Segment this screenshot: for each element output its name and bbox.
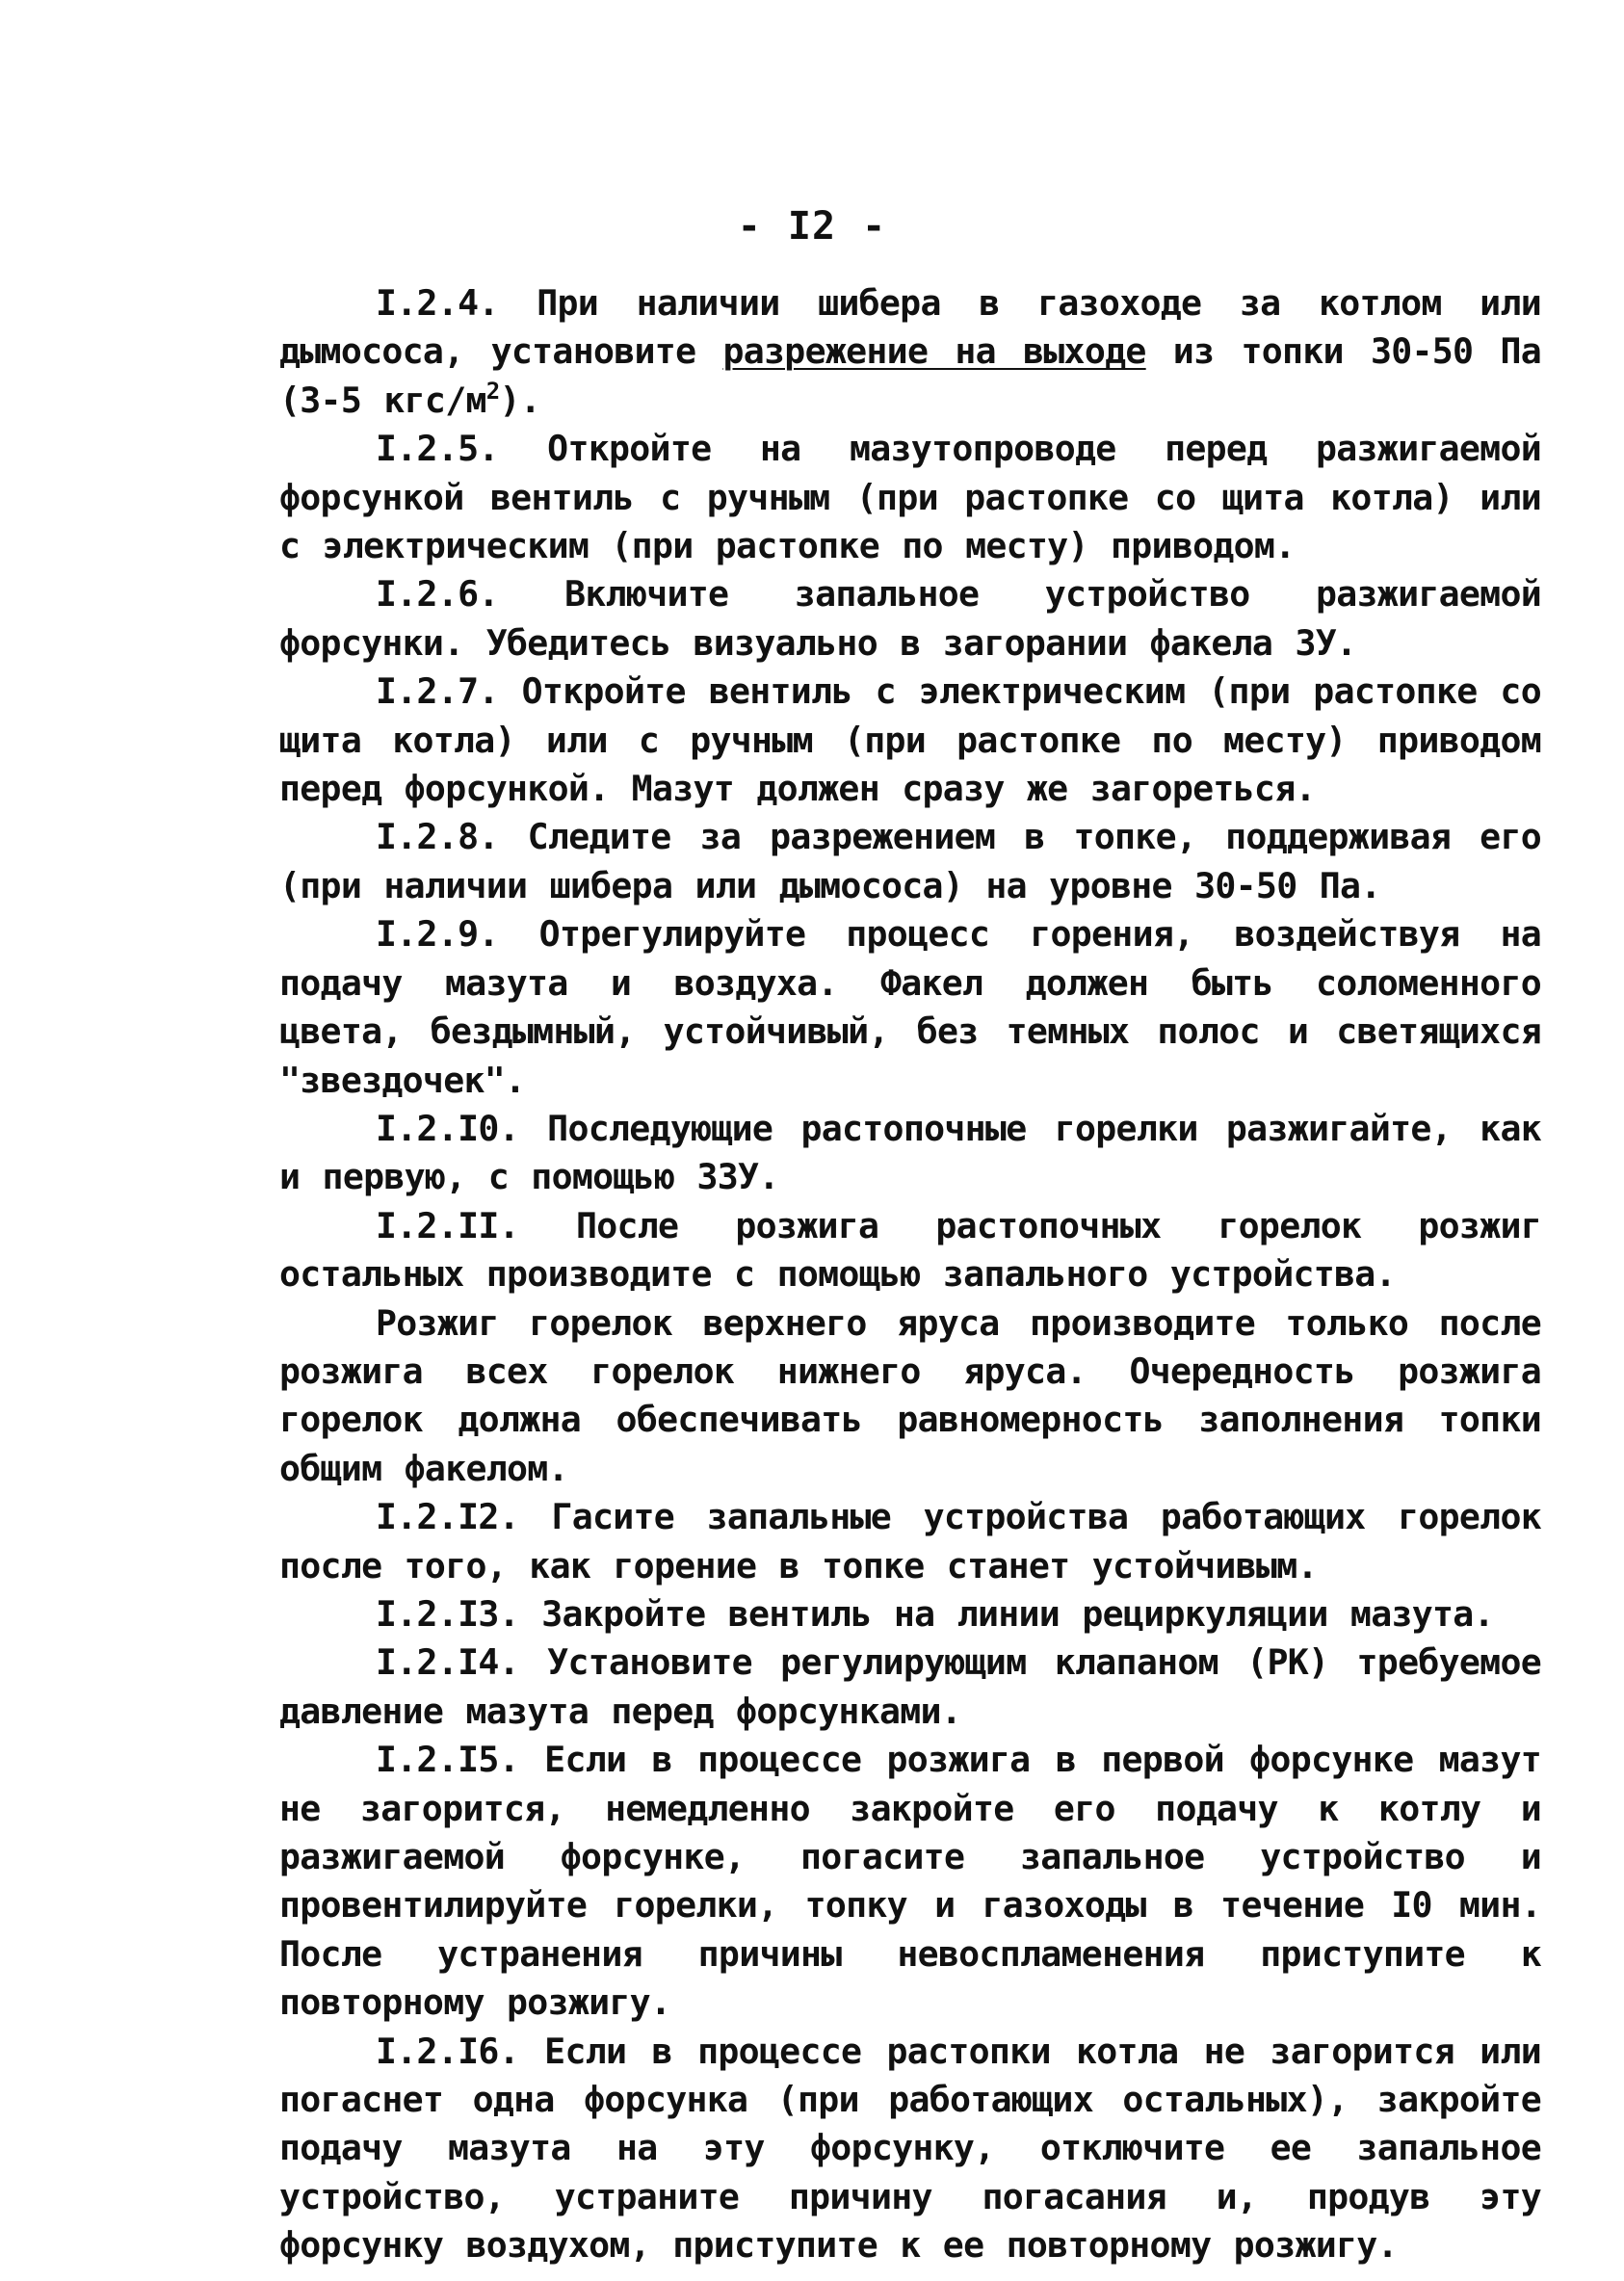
paragraph-1-2-11-continued: Розжиг горелок верхнего яруса производите только после розжига всех горелок нижнего яруса. Очередность розжига горелок должна обеспечивать равномерность заполнения топки общим факелом. xyxy=(279,1301,1541,1489)
paragraph-text: из топки 30-50 Па (3-5 кгс/м xyxy=(279,330,1542,421)
paragraph-1-2-5: I.2.5. Откройте на мазутопроводе перед разжигаемой форсункой вентиль с ручным (при растопке со щита котла) или с электрическим (при растопке по месту) приводом. xyxy=(279,428,1541,567)
paragraph-1-2-8: I.2.8. Следите за разрежением в топке, поддерживая его (при наличии шибера или дымососа) на уровне 30-50 Па. xyxy=(279,816,1541,906)
paragraph-text: I.2.4. При наличии шибера в газоходе за котлом или дымососа, установите xyxy=(279,282,1541,373)
paragraph-1-2-10: I.2.I0. Последующие растопочные горелки разжигайте, как и первую, с помощью ЗЗУ. xyxy=(279,1107,1541,1198)
paragraph-1-2-4 xyxy=(279,279,1541,425)
paragraph-1-2-6: I.2.6. Включите запальное устройство разжигаемой форсунки. Убедитесь визуально в загорании факела ЗУ. xyxy=(279,573,1541,664)
underlined-phrase: разрежение на выходе xyxy=(722,330,1146,373)
document-body xyxy=(279,279,1541,2270)
superscript: 2 xyxy=(485,377,500,405)
paragraph-1-2-12: I.2.I2. Гасите запальные устройства работающих горелок после того, как горение в топке станет устойчивым. xyxy=(279,1496,1541,1586)
paragraph-1-2-16: I.2.I6. Если в процессе растопки котла не загорится или погаснет одна форсунка (при работающих остальных), закройте подачу мазута на эту форсунку, отключите ее запальное устройство, устраните причину погасания и, продув эту форсунку воздухом, приступите к ее повторному розжигу. xyxy=(279,2030,1541,2267)
paragraph-1-2-11: I.2.II. После розжига растопочных горелок розжиг остальных производите с помощью запального устройства. xyxy=(279,1204,1541,1296)
paragraph-1-2-7: I.2.7. Откройте вентиль с электрическим (при растопке со щита котла) или с ручным (при растопке по месту) приводом перед форсункой. Мазут должен сразу же загореться. xyxy=(279,670,1541,810)
paragraph-1-2-13: I.2.I3. Закройте вентиль на линии рециркуляции мазута. xyxy=(376,1592,1494,1635)
paragraph-1-2-9: I.2.9. Отрегулируйте процесс горения, воздействуя на подачу мазута и воздуха. Факел должен быть соломенного цвета, бездымный, устойчивый, без темных полос и светящихся "звездочек". xyxy=(279,913,1541,1101)
paragraph-1-2-14: I.2.I4. Установите регулирующим клапаном (РК) требуемое давление мазута перед форсунками. xyxy=(279,1641,1541,1732)
paragraph-1-2-15: I.2.I5. Если в процессе розжига в первой форсунке мазут не загорится, немедленно закройте его подачу к котлу и разжигаемой форсунке, погасите запальное устройство и провентилируйте горелки, топку и газоходы в течение I0 мин. После устранения причины невоспламенения приступите к повторному розжигу. xyxy=(279,1739,1541,2024)
paragraph-text: ). xyxy=(499,379,541,421)
page-number: - I2 - xyxy=(737,204,887,249)
